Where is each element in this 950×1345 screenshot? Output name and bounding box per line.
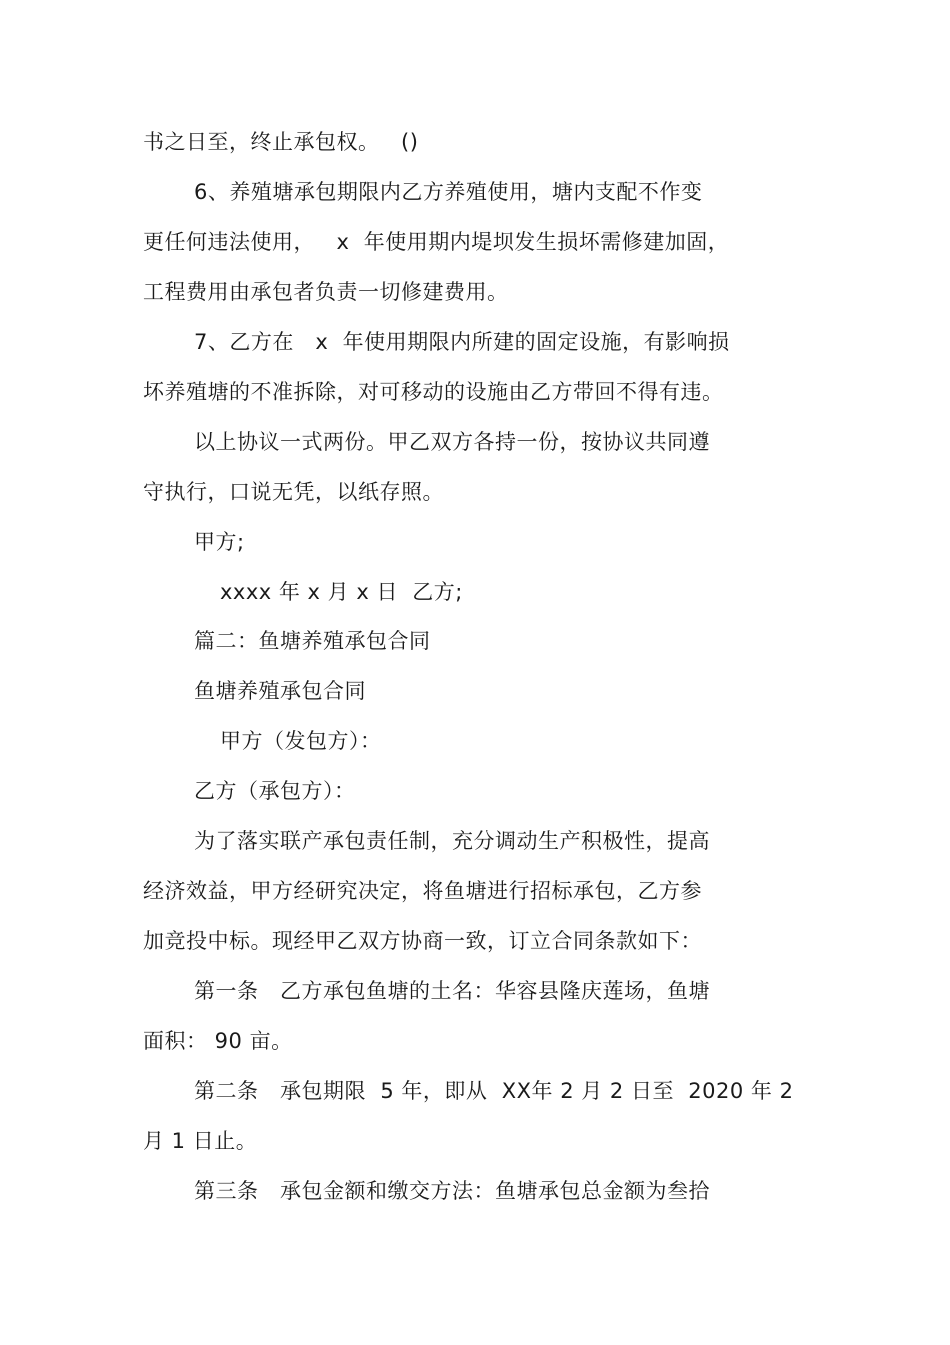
party-a-label: 甲方（发包方）：	[220, 729, 382, 753]
party-a-signature: 甲方;	[194, 530, 245, 554]
text-line-6: 坏养殖塘的不准拆除，对可移动的设施由乙方带回不得有违。	[143, 380, 724, 404]
text-line-7: 以上协议一式两份。甲乙双方各持一份，按协议共同遵	[194, 430, 710, 454]
text-line-17: 加竞投中标。现经甲乙双方协商一致，订立合同条款如下：	[143, 929, 702, 953]
party-b-label: 乙方（承包方）：	[194, 779, 356, 803]
text-line-8: 守执行，口说无凭，以纸存照。	[143, 480, 444, 504]
article-2: 第二条 承包期限 5 年，即从 XX年 2 月 2 日至 2020 年 2	[194, 1079, 794, 1103]
article-3: 第三条 承包金额和缴交方法：鱼塘承包总金额为叁拾	[194, 1179, 711, 1203]
text-line-5: 7、乙方在 x 年使用期限内所建的固定设施，有影响损	[194, 330, 730, 354]
contract-title: 鱼塘养殖承包合同	[194, 679, 366, 703]
text-line-2: 6、养殖塘承包期限内乙方养殖使用，塘内支配不作变	[194, 180, 703, 204]
section-heading: 篇二：鱼塘养殖承包合同	[194, 629, 431, 653]
text-line-15: 为了落实联产承包责任制，充分调动生产积极性，提高	[194, 829, 710, 853]
text-line-1: 书之日至，终止承包权。 ()	[143, 130, 419, 154]
text-line-4: 工程费用由承包者负责一切修建费用。	[143, 280, 509, 304]
article-1-cont: 面积： 90 亩。	[143, 1029, 293, 1053]
text-line-16: 经济效益，甲方经研究决定，将鱼塘进行招标承包，乙方参	[143, 879, 702, 903]
article-2-cont: 月 1 日止。	[143, 1129, 258, 1153]
text-line-3: 更任何违法使用， x 年使用期内堤坝发生损坏需修建加固，	[143, 230, 730, 254]
article-1: 第一条 乙方承包鱼塘的土名：华容县隆庆莲场，鱼塘	[194, 979, 711, 1003]
date-and-party-b: xxxx 年 x 月 x 日 乙方;	[220, 580, 463, 604]
